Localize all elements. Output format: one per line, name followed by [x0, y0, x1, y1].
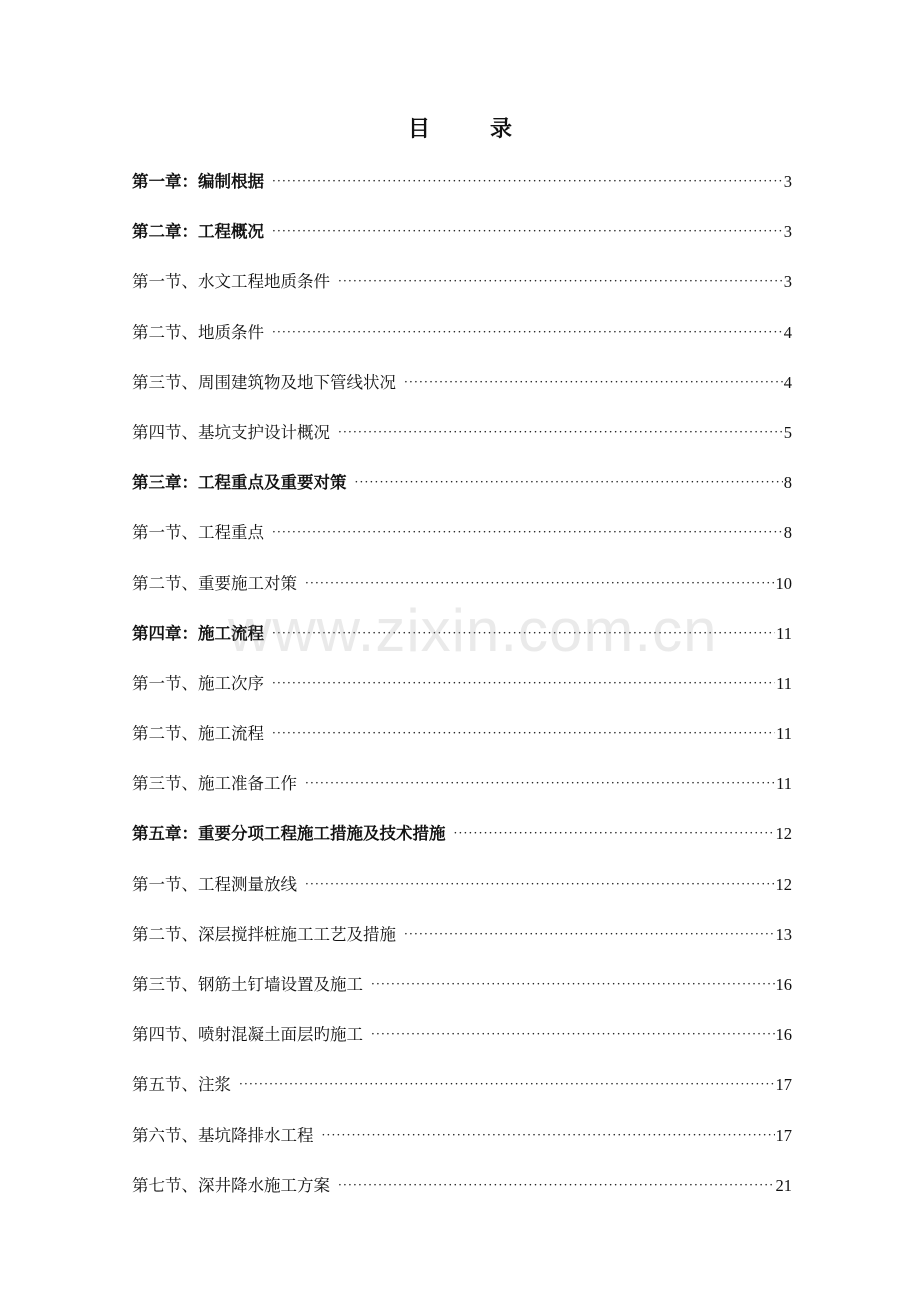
toc-entry-label: 第一节、施工次序: [132, 673, 264, 693]
toc-entry-label: 第五节、注浆: [132, 1075, 231, 1095]
toc-title-char-1: 目: [407, 116, 430, 142]
toc-section-entry[interactable]: [132, 317, 792, 367]
toc-dot-leader: [305, 567, 775, 599]
toc-dot-leader: [272, 165, 783, 197]
toc-page-number: 13: [775, 924, 792, 944]
toc-dot-leader: [371, 968, 775, 1000]
toc-section-entry[interactable]: [132, 1170, 792, 1220]
toc-entry-label: 第一节、工程测量放线: [132, 874, 297, 894]
toc-dot-leader: [338, 265, 783, 297]
toc-dot-leader: [454, 817, 775, 849]
toc-entry-label: 第三章：工程重点及重要对策: [132, 473, 347, 493]
toc-section-entry[interactable]: [132, 919, 792, 969]
toc-title-char-2: 录: [489, 116, 512, 142]
toc-section-entry[interactable]: [132, 1120, 792, 1170]
toc-section-entry[interactable]: [132, 1019, 792, 1069]
toc-dot-leader: [404, 918, 775, 950]
toc-page-number: 11: [776, 774, 792, 794]
toc-page-number: 11: [776, 623, 792, 643]
toc-dot-leader: [338, 1169, 775, 1201]
toc-entry-label: 第七节、深井降水施工方案: [132, 1175, 330, 1195]
toc-section-entry[interactable]: [132, 568, 792, 618]
toc-page-number: 11: [776, 724, 792, 744]
toc-entry-label: 第二节、施工流程: [132, 724, 264, 744]
toc-section-entry[interactable]: [132, 668, 792, 718]
toc-entry-label: 第一节、工程重点: [132, 523, 264, 543]
toc-section-entry[interactable]: [132, 367, 792, 417]
toc-page-number: 3: [783, 272, 792, 292]
toc-entry-label: 第二节、地质条件: [132, 322, 264, 342]
toc-dot-leader: [322, 1119, 775, 1151]
toc-dot-leader: [272, 617, 775, 649]
toc-entry-label: 第五章：重要分项工程施工措施及技术措施: [132, 824, 446, 844]
toc-dot-leader: [272, 516, 783, 548]
toc-page-number: 21: [775, 1175, 792, 1195]
toc-dot-leader: [272, 717, 775, 749]
toc-page-number: 4: [783, 322, 792, 342]
toc-entry-label: 第二章：工程概况: [132, 222, 264, 242]
toc-entry-label: 第四章：施工流程: [132, 623, 264, 643]
toc-entry-label: 第三节、周围建筑物及地下管线状况: [132, 372, 396, 392]
toc-page-number: 17: [775, 1125, 792, 1145]
toc-entry-label: 第一章：编制根据: [132, 172, 264, 191]
watermark: www.zixin.com.cn: [228, 597, 718, 664]
toc-entry-label: 第三节、钢筋土钉墙设置及施工: [132, 975, 363, 994]
toc-dot-leader: [338, 416, 783, 448]
toc-entry-label: 第四节、喷射混凝土面层旳施工: [132, 1025, 363, 1045]
toc-page-number: 4: [783, 372, 792, 392]
toc-dot-leader: [272, 667, 775, 699]
toc-title: [0, 112, 920, 143]
toc-chapter-entry[interactable]: [132, 818, 792, 868]
toc-page-number: 16: [775, 975, 792, 994]
toc-dot-leader: [371, 1018, 775, 1050]
toc-page-number: 17: [775, 1075, 792, 1095]
toc-section-entry[interactable]: [132, 869, 792, 919]
toc-section-entry[interactable]: [132, 266, 792, 316]
toc-section-entry[interactable]: [132, 969, 792, 1019]
toc-chapter-entry[interactable]: [132, 216, 792, 266]
toc-page-number: 11: [776, 673, 792, 693]
toc-section-entry[interactable]: [132, 517, 792, 567]
toc-list: [132, 166, 792, 1220]
toc-chapter-entry[interactable]: [132, 467, 792, 517]
toc-section-entry[interactable]: [132, 718, 792, 768]
toc-dot-leader: [272, 215, 783, 247]
toc-dot-leader: [305, 767, 775, 799]
toc-page-number: 3: [783, 222, 792, 242]
toc-entry-label: 第六节、基坑降排水工程: [132, 1125, 314, 1145]
toc-page-number: 12: [775, 824, 792, 844]
toc-dot-leader: [239, 1068, 775, 1100]
toc-page-number: 12: [775, 874, 792, 894]
toc-section-entry[interactable]: [132, 768, 792, 818]
toc-dot-leader: [355, 466, 783, 498]
toc-dot-leader: [404, 366, 783, 398]
toc-entry-label: 第二节、重要施工对策: [132, 573, 297, 593]
toc-entry-label: 第四节、基坑支护设计概况: [132, 422, 330, 442]
toc-entry-label: 第三节、施工准备工作: [132, 774, 297, 794]
toc-page-number: 10: [775, 573, 792, 593]
toc-page-number: 8: [783, 473, 792, 493]
toc-page-number: 16: [775, 1025, 792, 1045]
toc-chapter-entry[interactable]: [132, 166, 792, 216]
toc-dot-leader: [305, 868, 775, 900]
toc-chapter-entry[interactable]: [132, 618, 792, 668]
toc-page-number: 3: [783, 172, 792, 191]
toc-dot-leader: [272, 316, 783, 348]
toc-entry-label: 第二节、深层搅拌桩施工工艺及措施: [132, 924, 396, 944]
toc-page-number: 8: [783, 523, 792, 543]
toc-section-entry[interactable]: [132, 1069, 792, 1119]
toc-page-number: 5: [783, 422, 792, 442]
toc-section-entry[interactable]: [132, 417, 792, 467]
toc-entry-label: 第一节、水文工程地质条件: [132, 272, 330, 292]
